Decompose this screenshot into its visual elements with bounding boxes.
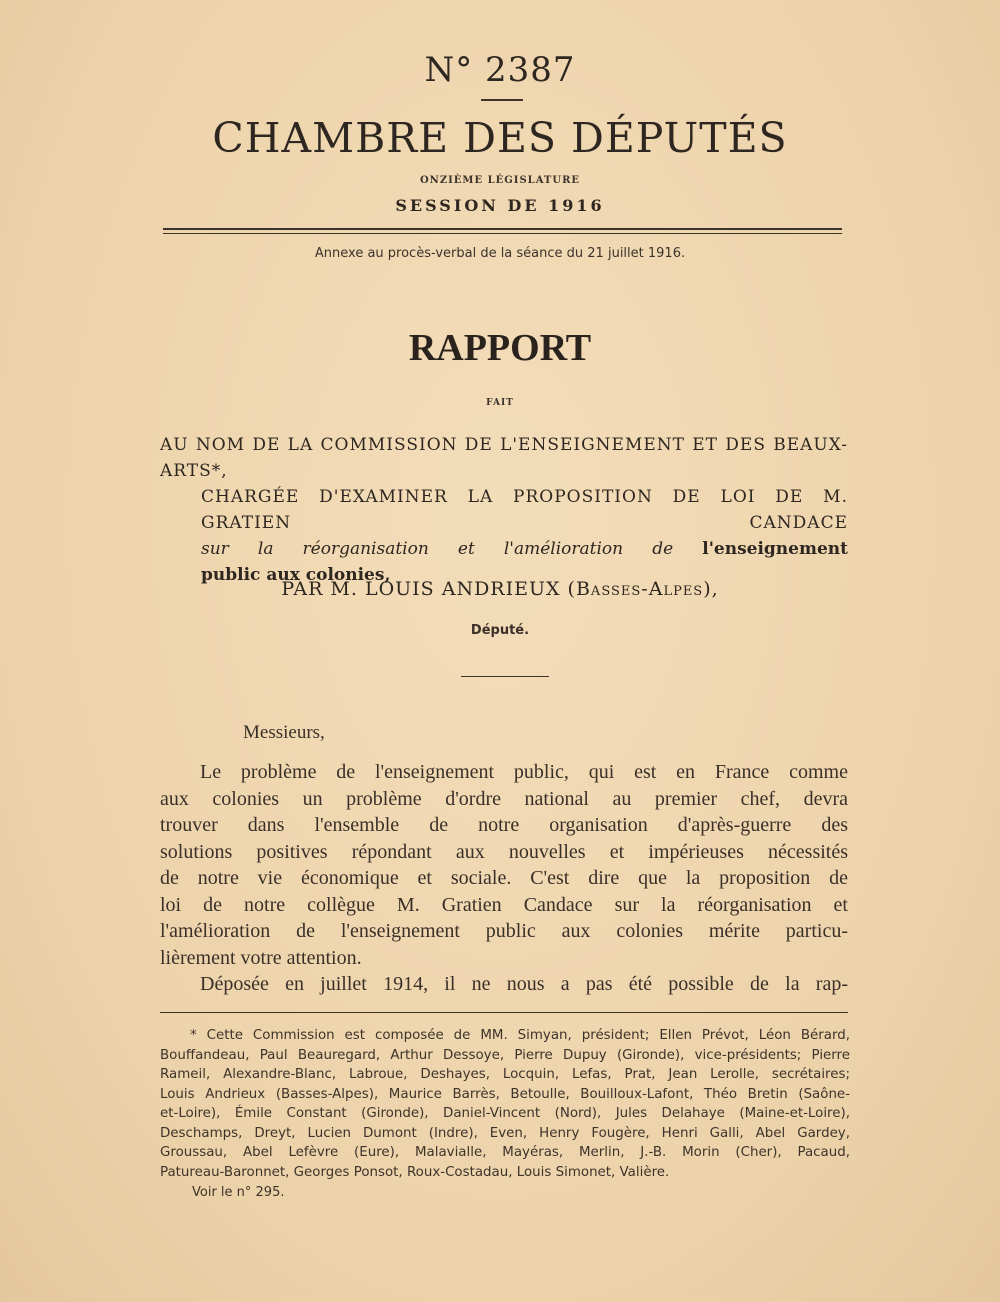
commission-line-2: CHARGÉE D'EXAMINER LA PROPOSITION DE LOI DE M. GRATIEN CANDACE: [201, 487, 848, 533]
body-line: aux colonies un problème d'ordre national au premier chef, devra: [160, 787, 848, 810]
body-line: trouver dans l'ensemble de notre organisation d'après-guerre des: [160, 814, 848, 836]
footnote-line: Louis Andrieux (Basses-Alpes), Maurice Barrès, Betoulle, Bouilloux-Lafont, Théo Bretin (Saône-: [160, 1086, 850, 1102]
footnote-line: * Cette Commission est composée de MM. Simyan, président; Ellen Prévot, Léon Bérard,: [190, 1028, 850, 1043]
annexe-note: Annexe au procès-verbal de la séance du 21 juillet 1916.: [314, 246, 686, 261]
see-also-note: Voir le n° 295.: [192, 1185, 285, 1200]
fait-label: FAIT: [486, 398, 514, 408]
footnote-line: Deschamps, Dreyt, Lucien Dumont (Indre), Even, Henry Fougère, Henri Galli, Abel Gardey,: [160, 1125, 850, 1141]
footnote-divider: [160, 1012, 848, 1013]
subject-bold-a: l'enseignement: [702, 539, 848, 559]
footnote-line: Rameil, Alexandre-Blanc, Labroue, Deshayes, Locquin, Lefas, Prat, Jean Lerolle, secrétaires;: [160, 1067, 850, 1082]
chamber-title: CHAMBRE DES DÉPUTÉS: [212, 114, 788, 162]
footnote-line: Groussau, Abel Lefèvre (Eure), Malavialle, Mayéras, Merlin, J.-B. Morin (Cher), Pacaud,: [160, 1145, 850, 1160]
footnote-line: et-Loire), Émile Constant (Gironde), Daniel-Vincent (Nord), Jules Delahaye (Maine-et-Loire),: [160, 1106, 850, 1121]
divider: [461, 676, 549, 677]
body-text: [160, 759, 848, 998]
body-line: solutions positives répondant aux nouvelles et impérieuses nécessités: [160, 840, 848, 863]
author-line: PAR M. LOUIS ANDRIEUX (Basses-Alpes),: [281, 578, 719, 600]
body-line: l'amélioration de l'enseignement public aux colonies mérite particu-: [160, 920, 848, 942]
body-line: loi de notre collègue M. Gratien Candace sur la réorganisation et: [160, 893, 848, 916]
report-title: RAPPORT: [408, 327, 592, 369]
author-role: Député.: [470, 623, 530, 638]
subject-line: [160, 536, 848, 562]
body-line: de notre vie économique et sociale. C'est dire que la proposition de: [160, 867, 848, 889]
salutation: Messieurs,: [243, 722, 325, 743]
session-label: SESSION DE 1916: [395, 196, 605, 215]
document-number: N° 2387: [424, 50, 576, 90]
legislature-label: ONZIÈME LÉGISLATURE: [419, 175, 581, 186]
footnote-line: Patureau-Baronnet, Georges Ponsot, Roux-Costadau, Louis Simonet, Valière.: [160, 1164, 670, 1180]
body-line: Déposée en juillet 1914, il ne nous a pas été possible de la rap-: [200, 973, 848, 995]
divider: [481, 99, 523, 101]
footnote: [160, 1026, 850, 1182]
body-line: lièrement votre attention.: [160, 946, 362, 969]
body-line: Le problème de l'enseignement public, qui est en France comme: [200, 761, 848, 783]
subject-italic: sur la réorganisation et l'amélioration de: [201, 539, 674, 559]
footnote-line: Bouffandeau, Paul Beauregard, Arthur Dessoye, Pierre Dupuy (Gironde), vice-présidents; Pierre: [160, 1047, 850, 1063]
subject-bold-b: public aux colonies,: [201, 565, 391, 585]
double-divider: [163, 228, 842, 234]
commission-line-1: AU NOM DE LA COMMISSION DE L'ENSEIGNEMENT ET DES BEAUX-ARTS*,: [160, 435, 848, 481]
commission-block: [160, 432, 848, 588]
